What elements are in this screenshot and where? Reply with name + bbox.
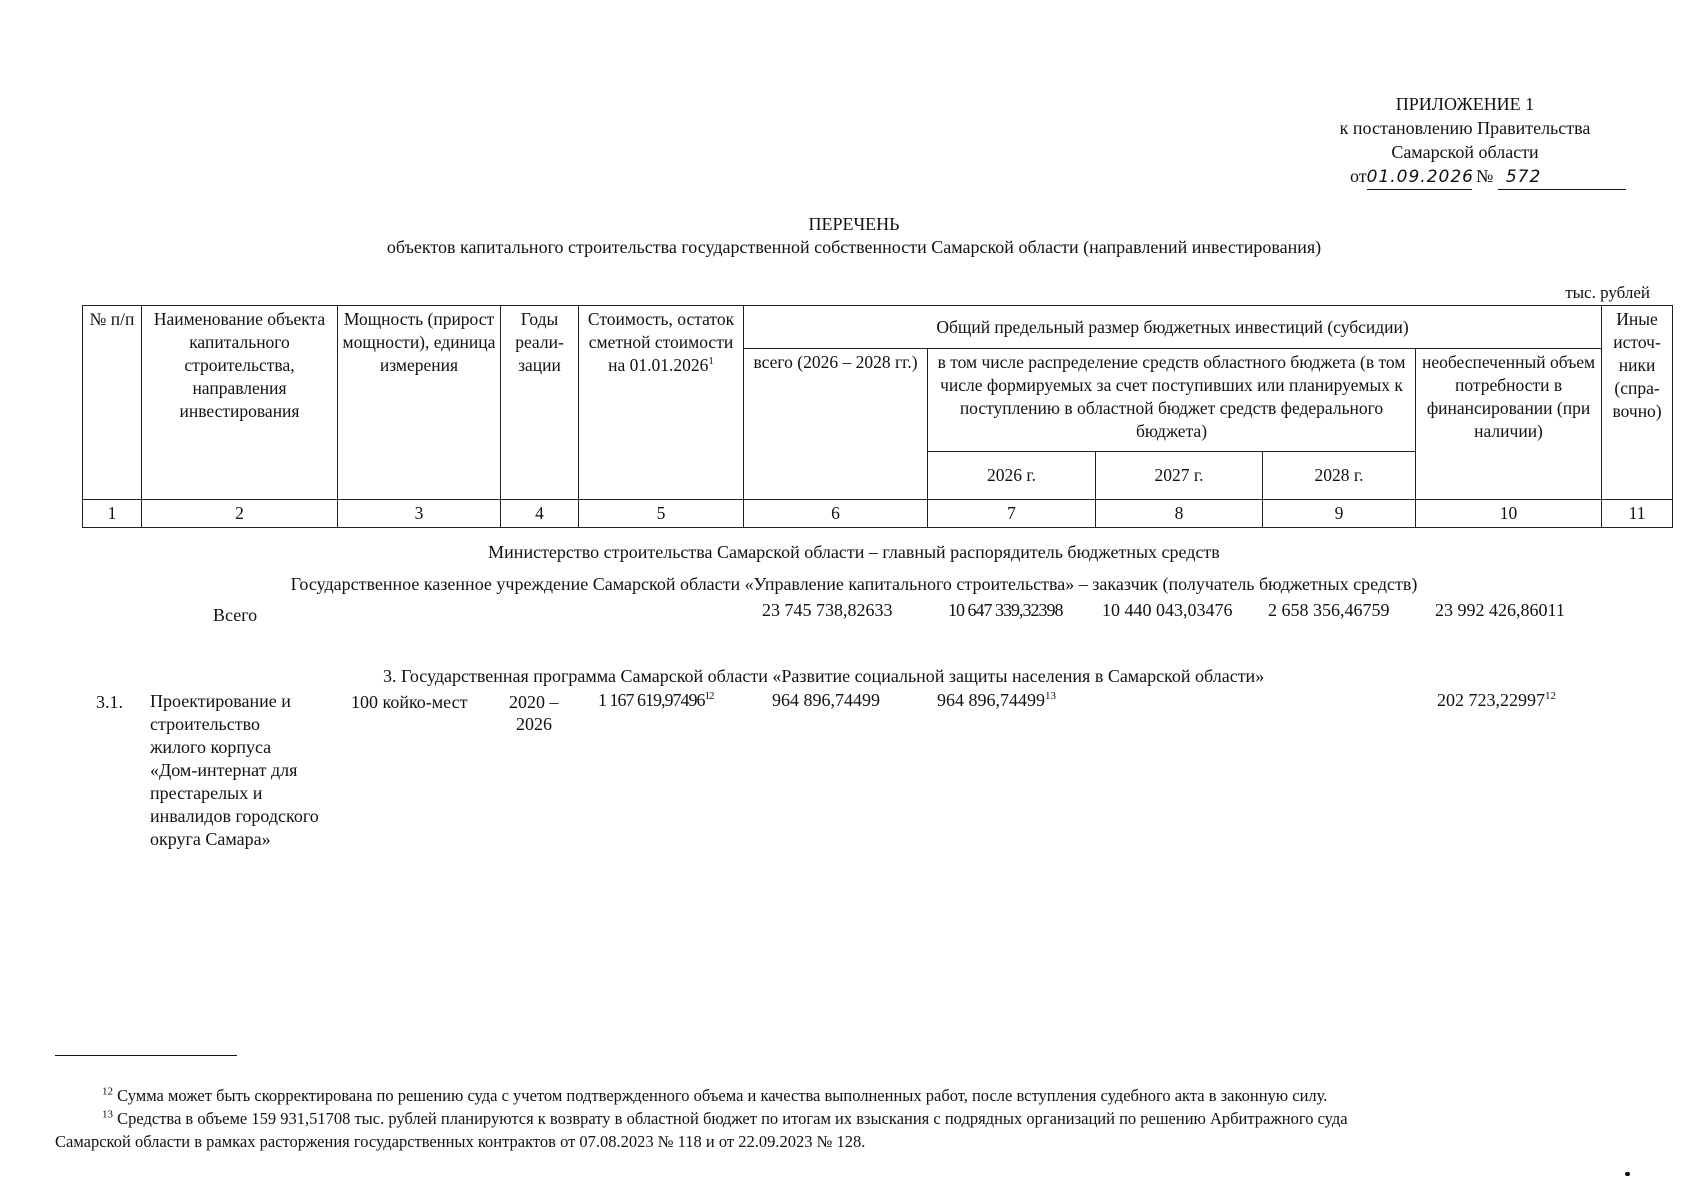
program-heading: 3. Государственная программа Самарской области «Развитие социальной защиты населения в Самарской области» — [383, 666, 1265, 686]
header-cost-sup: 1 — [708, 355, 714, 368]
header-number: № п/п — [83, 306, 142, 500]
col-number: 6 — [744, 500, 928, 528]
header-object-name: Наименование объекта капитального строительства, направления инвестирования — [142, 306, 338, 500]
row-cost-value: 1 167 619,97496 — [598, 690, 705, 710]
row-2026-value: 964 896,74499 — [937, 690, 1045, 710]
handwritten-number: 572 — [1498, 165, 1626, 190]
row-years-start: 2020 – — [509, 692, 559, 712]
row-unfunded-sup: 12 — [1545, 690, 1556, 702]
footnote-13-line2: Самарской области в рамках расторжения государственных контрактов от 07.08.2023 № 118 и от 22.09.2023 № 128. — [55, 1132, 866, 1151]
footnote-13-text-1: Средства в объеме 159 931,51708 тыс. рублей планируются к возврату в областной бюджет по итогам их взыскания с подрядных организаций по решению Арбитражного суда — [117, 1109, 1348, 1128]
col-number: 3 — [338, 500, 501, 528]
header-2026: 2026 г. — [928, 452, 1096, 500]
row-2026-sup: 13 — [1045, 690, 1056, 702]
header-total: всего (2026 – 2028 гг.) — [744, 349, 928, 500]
row-cost — [598, 690, 714, 712]
footnote-12-text: Сумма может быть скорректирована по решению суда с учетом подтвержденного объема и качества выполненных работ, после вступления судебного акта в законную силу. — [117, 1086, 1328, 1105]
document-title: ПЕРЕЧЕНЬ — [808, 214, 900, 234]
total-label: Всего — [213, 605, 258, 625]
row-number: 3.1. — [96, 692, 123, 712]
row-unfunded-value: 202 723,22997 — [1437, 690, 1545, 710]
header-capacity: Мощность (прирост мощности), единица измерения — [338, 306, 501, 500]
row-unfunded — [1437, 690, 1556, 712]
units-label: тыс. рублей — [1565, 283, 1650, 302]
row-object-name: Проектирование и строительство жилого корпуса «Дом-интернат для престарелых и инвалидов городского округа Самара» — [150, 691, 319, 849]
header-cost-text: Стоимость, остаток сметной стоимости на 01.01.2026 — [587, 309, 735, 375]
footnote-12-marker: 12 — [102, 1085, 113, 1098]
investment-table — [82, 305, 1673, 528]
customer-heading: Государственное казенное учреждение Самарской области «Управление капитального строительства» – заказчик (получатель бюджетных средств) — [290, 574, 1418, 594]
total-2026: 10 647 339,32398 — [948, 600, 1063, 620]
col-number: 10 — [1416, 500, 1602, 528]
col-number: 9 — [1263, 500, 1416, 528]
footnote-separator — [55, 1055, 237, 1056]
row-capacity: 100 койко-мест — [351, 692, 468, 712]
total-2027: 10 440 043,03476 — [1102, 600, 1233, 620]
footnote-13-marker: 13 — [102, 1108, 113, 1121]
document-subtitle: объектов капитального строительства государственной собственности Самарской области (направлений инвестирования) — [386, 237, 1322, 257]
header-years: Годы реали-зации — [501, 306, 579, 500]
number-prefix: № — [1476, 166, 1494, 186]
appendix-header — [1290, 92, 1640, 190]
row-2026 — [937, 690, 1056, 712]
scan-mark — [1625, 1172, 1630, 1176]
total-2028: 2 658 356,46759 — [1268, 600, 1390, 620]
date-prefix: от — [1350, 166, 1367, 186]
header-unfunded: необеспеченный объем потребности в финансировании (при наличии) — [1416, 349, 1602, 500]
appendix-title: ПРИЛОЖЕНИЕ 1 — [1395, 94, 1535, 114]
header-other-sources: Иные источ-ники (спра-вочно) — [1602, 306, 1673, 500]
col-number: 8 — [1096, 500, 1263, 528]
total-all: 23 745 738,82633 — [762, 600, 893, 620]
footnote-13-line1 — [55, 1108, 1702, 1130]
row-cost-sup: 12 — [704, 690, 714, 702]
footnote-12 — [55, 1085, 1702, 1107]
header-distribution: в том числе распределение средств областного бюджета (в том числе формируемых за счет поступивших или планируемых к поступлению в областной бюджет средств федерального бюджета) — [928, 349, 1416, 452]
col-number: 7 — [928, 500, 1096, 528]
col-number: 5 — [579, 500, 744, 528]
row-years-end: 2026 — [516, 714, 552, 734]
handwritten-date: 01.09.2026 — [1367, 165, 1472, 190]
col-number: 11 — [1602, 500, 1673, 528]
header-2027: 2027 г. — [1096, 452, 1263, 500]
col-number: 2 — [142, 500, 338, 528]
col-number: 4 — [501, 500, 579, 528]
total-unfunded: 23 992 426,86011 — [1435, 600, 1565, 620]
col-number: 1 — [83, 500, 142, 528]
ministry-heading: Министерство строительства Самарской области – главный распорядитель бюджетных средств — [488, 542, 1220, 562]
header-2028: 2028 г. — [1263, 452, 1416, 500]
header-group-budget: Общий предельный размер бюджетных инвестиций (субсидии) — [744, 306, 1602, 349]
header-cost — [579, 306, 744, 500]
appendix-region: Самарской области — [1391, 142, 1539, 162]
appendix-decree: к постановлению Правительства — [1339, 118, 1591, 138]
row-total: 964 896,74499 — [772, 690, 880, 710]
appendix-date-number — [1290, 164, 1640, 190]
